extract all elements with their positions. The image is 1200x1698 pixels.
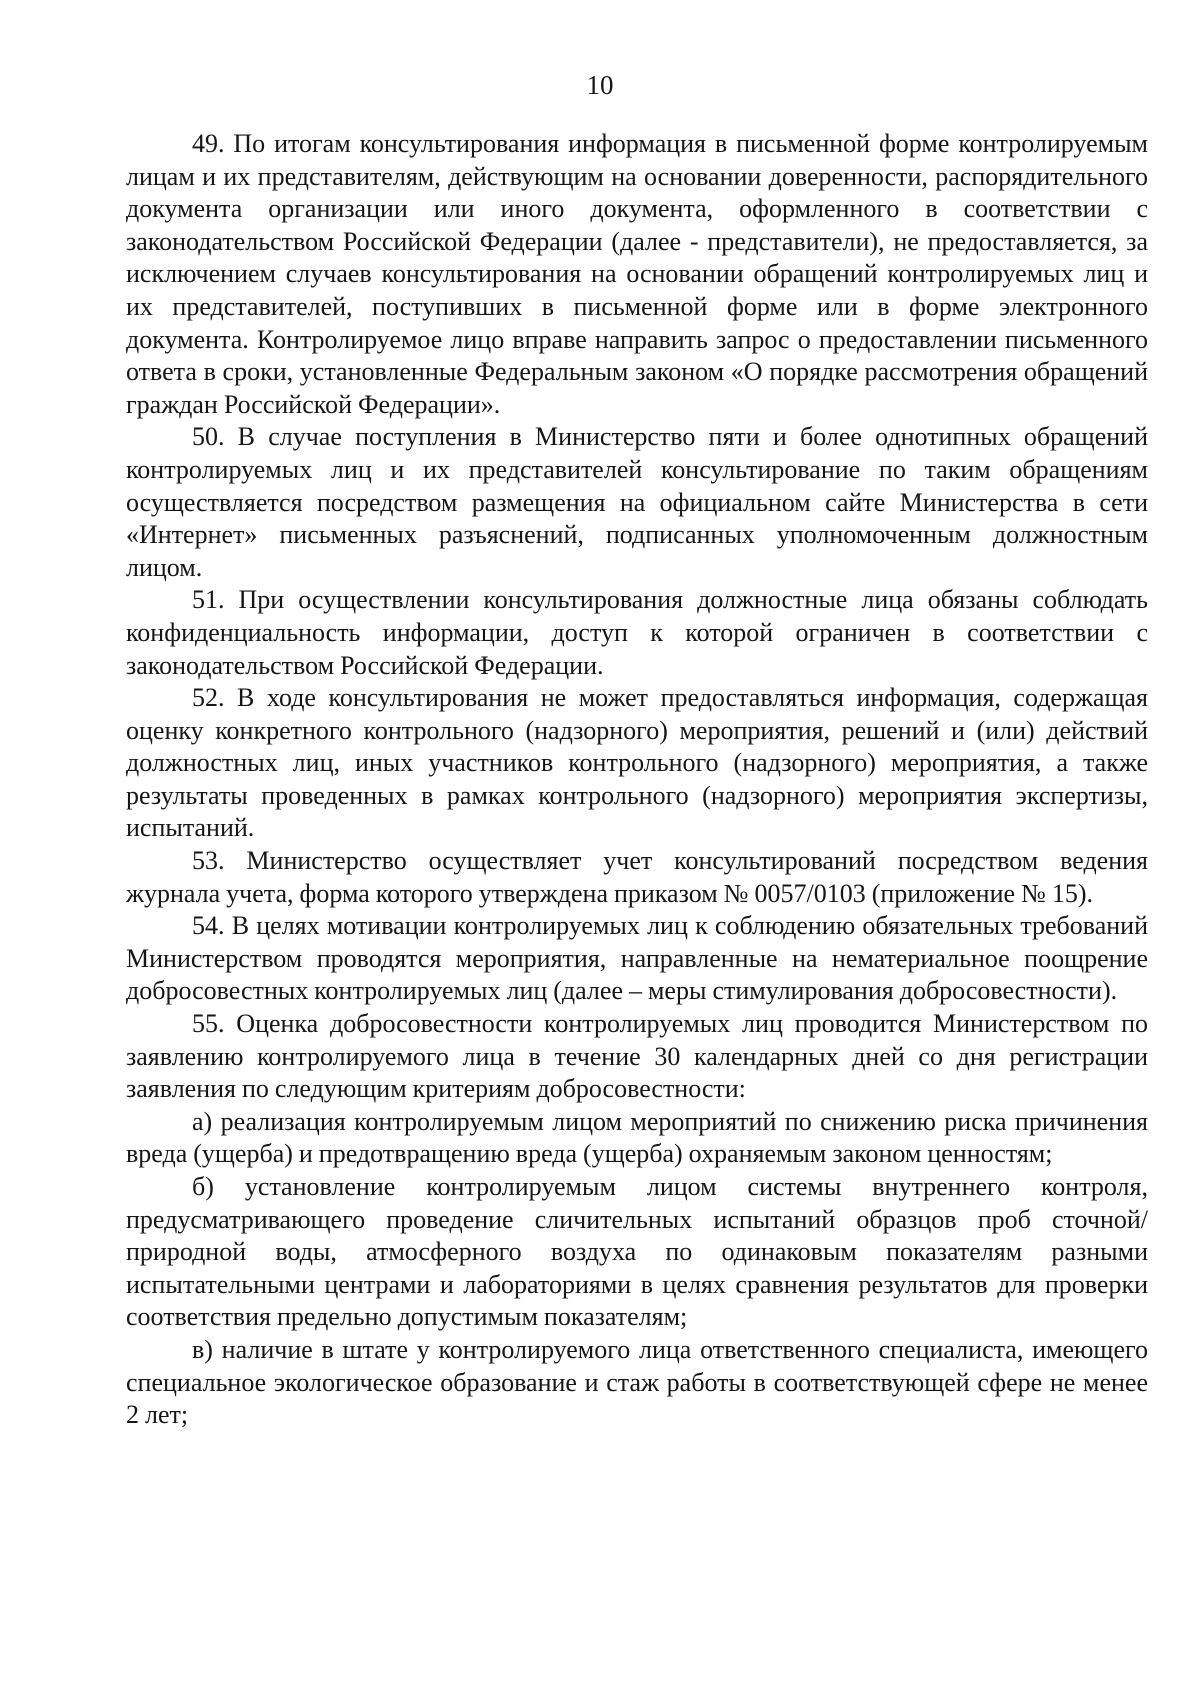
paragraph-49: 49. По итогам консультирования информация в письменной форме контролируемым лицам и их представителям, действующим на основании доверенности, распорядительного документа организации или иного документа, оформленного в соответствии с законодательством Российской Федерации (далее - представители), не предоставляется, за исключением случаев консультирования на основании обращений контролируемых лиц и их представителей, поступивших в письменной форме или в форме электронного документа. Контролируемое лицо вправе направить запрос о предоставлении письменного ответа в сроки, установленные Федеральным законом «О порядке рассмотрения обращений граждан Российской Федерации». [126, 129, 1148, 419]
paragraph-51: 51. При осуществлении консультирования должностные лица обязаны соблюдать конфиденциальность информации, доступ к которой ограничен в соответствии с законодательством Российской Федерации. [126, 585, 1148, 680]
criterion-b: б) установление контролируемым лицом системы внутреннего контроля, предусматривающего проведение сличительных испытаний образцов проб сточной/природной воды, атмосферного воздуха по одинаковым показателям разными испытательными центрами и лабораториями в целях сравнения результатов для проверки соответствия предельно допустимым показателям; [126, 1172, 1148, 1332]
document-body [126, 128, 1148, 1432]
criterion-a: а) реализация контролируемым лицом мероприятий по снижению риска причинения вреда (ущерба) и предотвращению вреда (ущерба) охраняемым законом ценностям; [126, 1106, 1148, 1169]
criterion-v: в) наличие в штате у контролируемого лица ответственного специалиста, имеющего специальное экологическое образование и стаж работы в соответствующей сфере не менее 2 лет; [126, 1334, 1148, 1430]
paragraph-54: 54. В целях мотивации контролируемых лиц к соблюдению обязательных требований Министерством проводятся мероприятия, направленные на нематериальное поощрение добросовестных контролируемых лиц (далее – меры стимулирования добросовестности). [126, 911, 1148, 1006]
page-number: 10 [586, 70, 614, 100]
paragraph-50: 50. В случае поступления в Министерство пяти и более однотипных обращений контролируемых лиц и их представителей консультирование по таким обращениям осуществляется посредством размещения на официальном сайте Министерства в сети «Интернет» письменных разъяснений, подписанных уполномоченным должностным лицом. [126, 422, 1148, 582]
paragraph-53: 53. Министерство осуществляет учет консультирований посредством ведения журнала учета, форма которого утверждена приказом № 0057/0103 (приложение № 15). [126, 846, 1148, 908]
paragraph-55: 55. Оценка добросовестности контролируемых лиц проводится Министерством по заявлению контролируемого лица в течение 30 календарных дней со дня регистрации заявления по следующим критериям добросовестности: [126, 1009, 1148, 1104]
paragraph-52: 52. В ходе консультирования не может предоставляться информация, содержащая оценку конкретного контрольного (надзорного) мероприятия, решений и (или) действий должностных лиц, иных участников контрольного (надзорного) мероприятия, а также результаты проведенных в рамках контрольного (надзорного) мероприятия экспертизы, испытаний. [126, 683, 1148, 843]
